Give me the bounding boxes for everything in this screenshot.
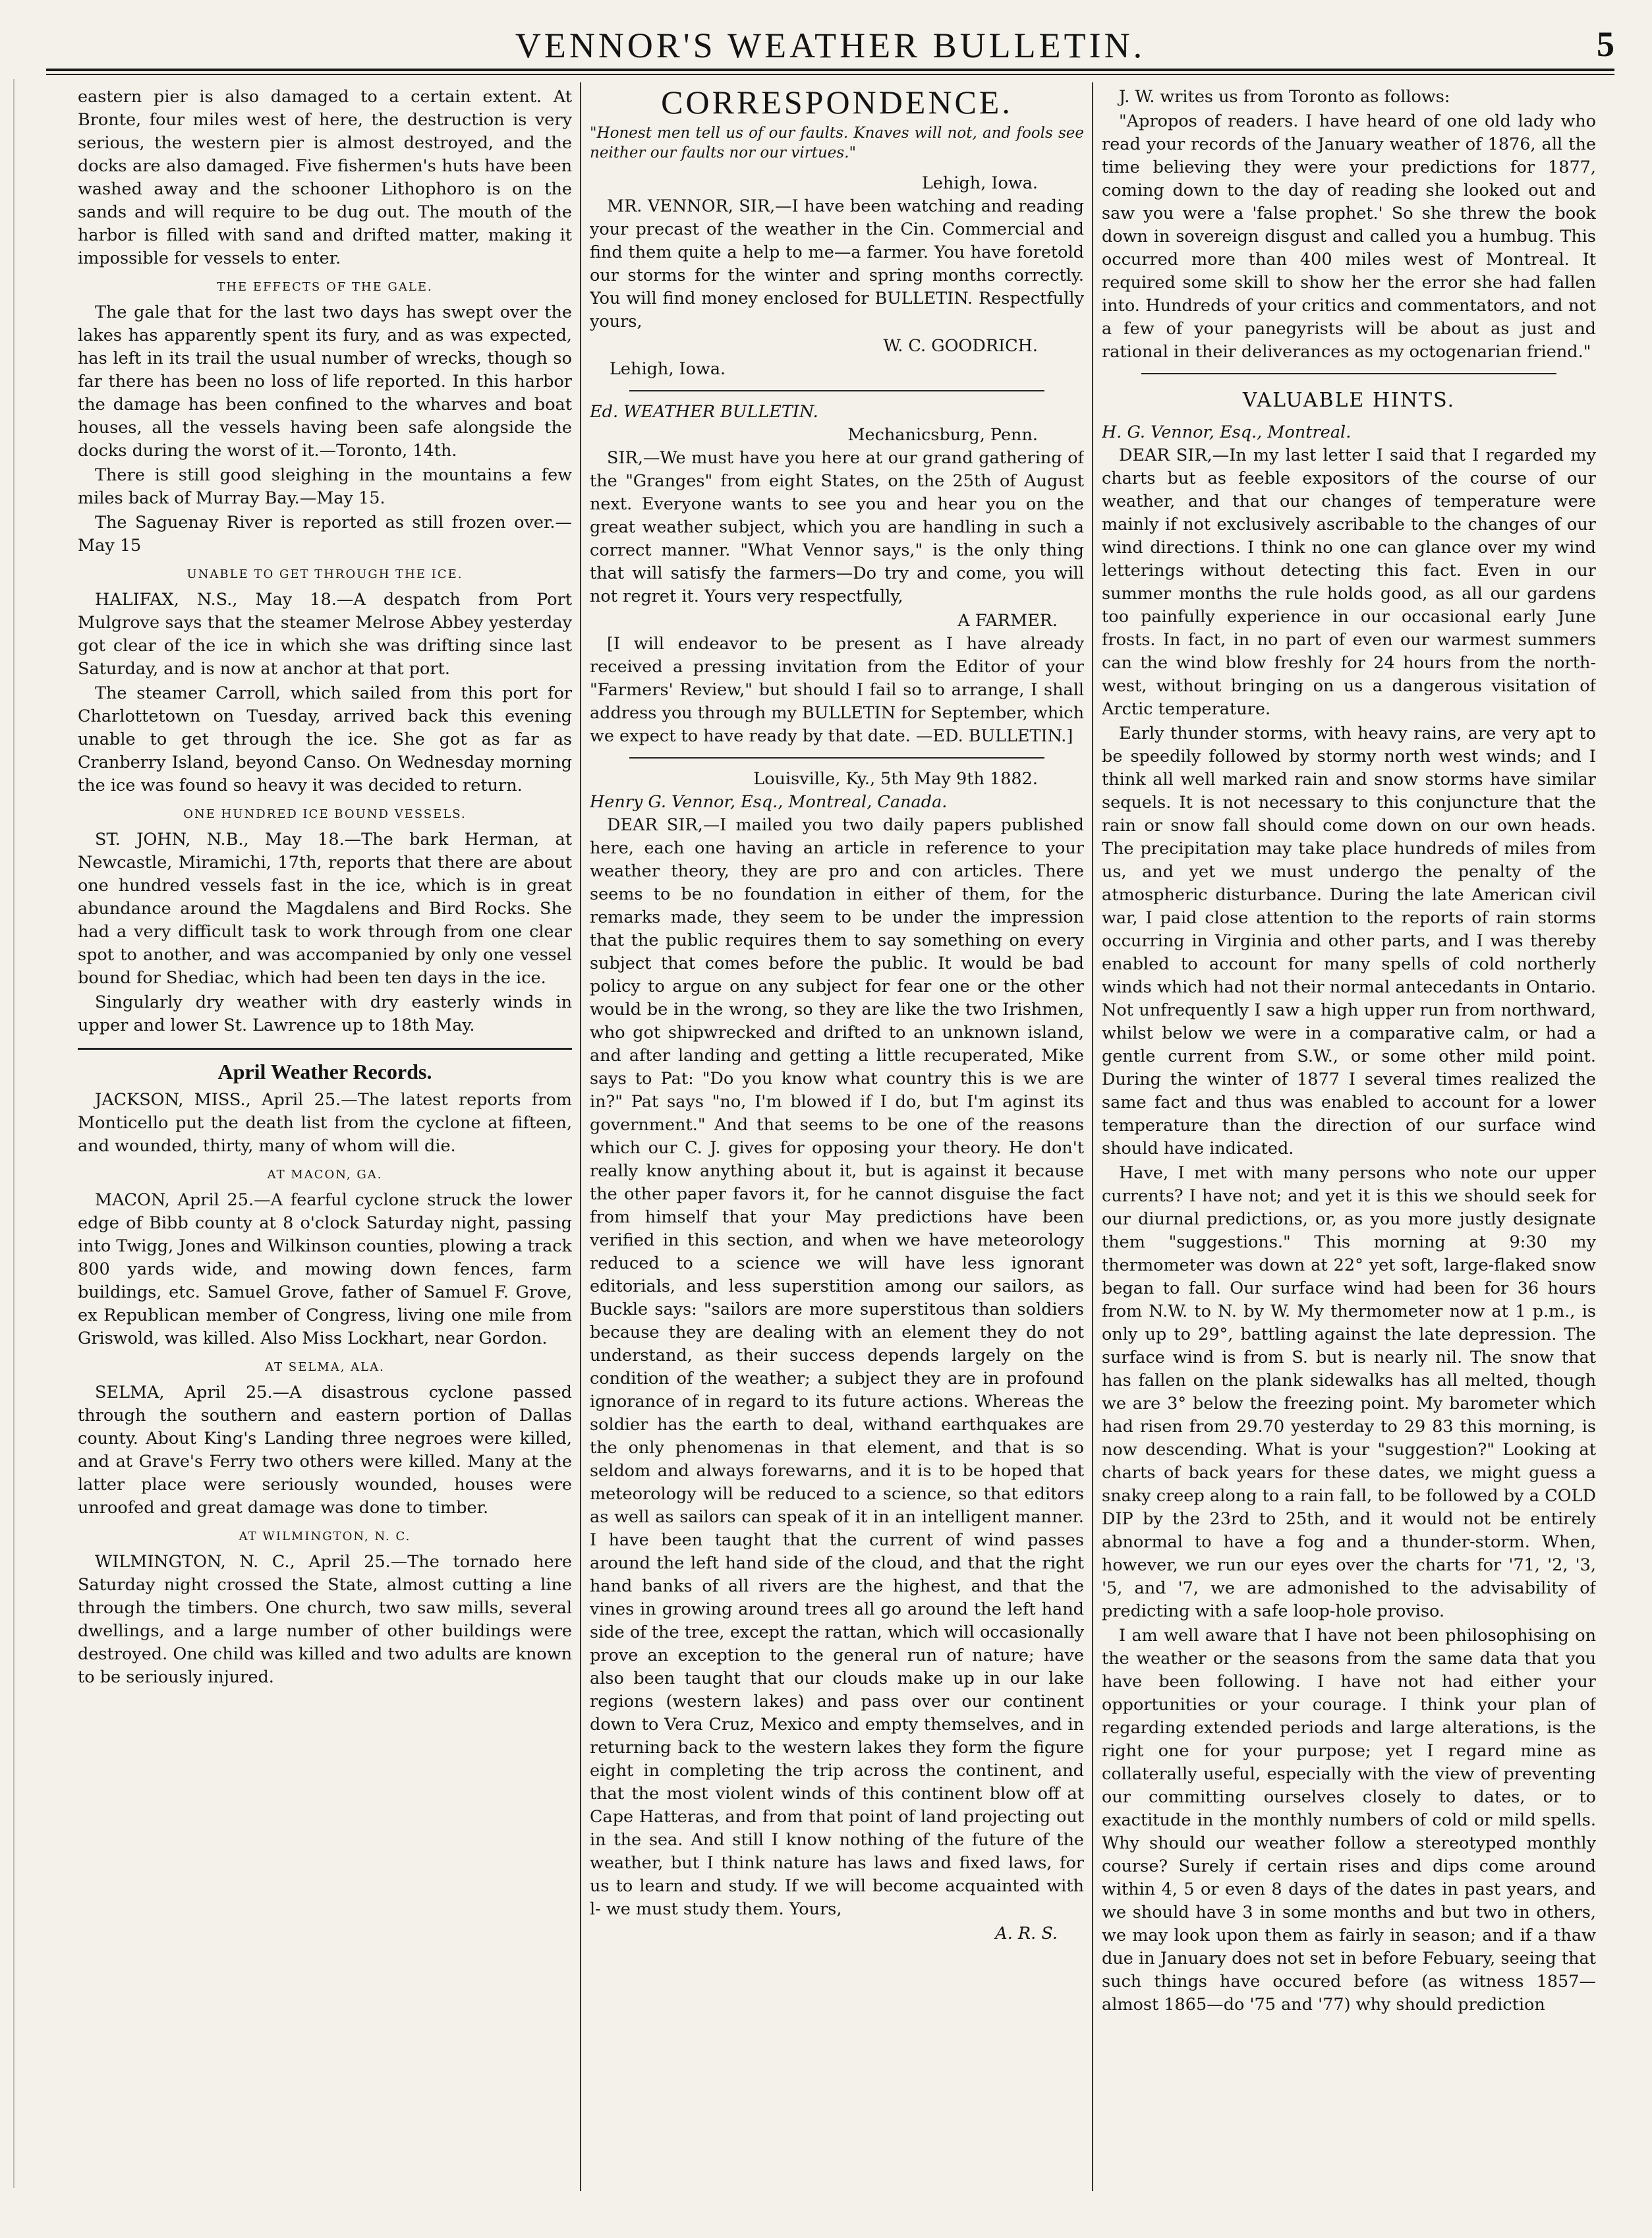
section-heading: April Weather Records. [217,1060,432,1083]
letter-signature: W. C. GOODRICH. [883,336,1038,356]
letter-address: Lehigh, Iowa. [610,359,726,379]
letter-body: DEAR SIR,—I mailed you two daily papers published here, each one having an article in reference to your weather theory, they are pro and con articles. There seems to be no foundation in either of them, for the remarks made, they seem to be under the impression that the public requires them to say something on every subject that comes before the public. It would be bad policy to argue on any subject for fear one or the other would be in the wrong, so they are like the two Irishmen, who got shipwrecked and drifted to an unknown island, and after landing and getting a little recuperated, Mike says to Pat: "Do you know what country this is we are in?" Pat says "no, I'm blowed if I do, but I'm aginst its government." And that seems to be one of the reasons which our C. J. gives for opposing your theory. He don't really know anything about it, but is against it because the other paper favors it, for he cannot disguise the fact from himself that your May predictions have been verified in this section, and when we have meteorology reduced to a science we will have less ignorant editorials, and less superstition among our sailors, as Buckle says: "sailors are more superstitous than soldiers because they are dealing with an element they do not understand, as their success depends largely on the condition of the weather; a subject they are in profound ignorance of in regard to its future actions. Whereas the soldier has the earth to deal, withand earthquakes are the only phenomenas in that element, and that is so seldom and always forewarns, and it is to be hoped that meteorology will be reduced to a science, so that editors as well as sailors can speak of it in an intelligent manner. I have been taught that the current of wind passes around the left hand side of the cloud, and that the right hand banks of all rivers are the highest, and that the vines in growing around trees all go around the left hand side of the tree, except the rattan, which will occasionally prove an exception to the general run of nature; have also been taught that our clouds make up in our lake regions (western lakes) and pass over our continent down to Vera Cruz, Mexico and empty themselves, and in returning back to the western lakes they form the figure eight in completing the trip across the continent, and that the most violent winds of this continent blow off at Cape Hatteras, and from that point of land projecting out in the sea. And still I know nothing of the future of the weather, but I think nature has laws and fixed laws, for us to learn and study. If we will become acquainted with l- we must study them. Yours, [590,815,1084,1919]
subheading: AT MACON, GA. [267,1168,383,1182]
letter-intro: J. W. writes us from Toronto as follows: [1119,87,1450,107]
letter-quote: "Apropos of readers. I have heard of one old lady who read your records of the January weather of 1876, all the time believing they were your predictions for 1877, coming down to the day of reading she looked out and saw you were a 'false prophet.' So she threw the book down in sovereign disgust and called you a humbug. This occurred more than 400 miles west of Montreal. It required some skill to show her the error she had fallen into. Hundreds of your critics and commentators, and not a few of your panegyrists will be about as just and rational in their deliverances as my octogenarian friend." [1102,111,1596,362]
article-paragraph: The Saguenay River is reported as still frozen over.—May 15 [78,513,572,556]
header-rule-thin [46,74,1614,75]
article-paragraph: eastern pier is also damaged to a certain extent. At Bronte, four miles west of here, the destruction is very serious, the western pier is almost destroyed, and the docks are also damaged. Five fishermen's huts have been washed away and the schooner Lithophoro is on the sands and will require to be dug out. The mouth of the harbor is filled with sand and drifted matter, making it impossible for vessels to enter. [78,87,572,268]
subheading: AT SELMA, ALA. [265,1360,385,1374]
letter-body: Early thunder storms, with heavy rains, are very apt to be speedily followed by stormy north west winds; and I think all well marked rain and snow storms have similar sequels. It is not necessary to this conjuncture that the rain or snow fall should come down on our own heads. The precipitation may take place hundreds of miles from us, and yet we must undergo the penalty of the atmospheric disturbance. During the late American civil war, I paid close attention to the reports of rain storms occurring in Virginia and other parts, and I was thereby enabled to account for many spells of cold northerly winds which had not their normal antecedants in Ontario. Not unfrequently I saw a high upper run from northward, whilst below we were in a comparative calm, or had a gentle current from S.W., or some other mild point. During the winter of 1877 I several times realized the same fact and thus was enabled to account for a lower temperature than the direction of our surface wind should have indicated. [1102,724,1596,1159]
column-3 [1102,86,1596,2195]
motto-quote: "Honest men tell us of our faults. Knaves will not, and fools see neither our faults nor our virtues." [590,125,1084,161]
letter-addressee: Ed. WEATHER BULLETIN. [590,402,818,422]
section-divider [78,1048,572,1050]
subheading: THE EFFECTS OF THE GALE. [217,280,433,294]
column-divider-2 [1092,82,1093,2191]
page-number: 5 [1597,24,1614,64]
letter-divider [629,757,1044,759]
letter-addressee: H. G. Vennor, Esq., Montreal. [1102,422,1352,442]
article-paragraph: Singularly dry weather with dry easterly winds in upper and lower St. Lawrence up to 18th May. [78,992,572,1035]
subheading: AT WILMINGTON, N. C. [239,1530,411,1543]
letter-place: Mechanicsburg, Penn. [847,425,1038,445]
letter-body: Have, I met with many persons who note our upper currents? I have not; and yet it is this we should seek for our diurnal predictions, or, as you more justly designate them "suggestions." This morning at 9:30 my thermometer was down at 22° yet soft, large-flaked snow began to fall. Our surface wind had been for 36 hours from N.W. to N. by W. My thermometer now at 1 p.m., is only up to 29°, battling against the late depression. The surface wind is from S. but is nearly nil. The snow that has fallen on the plank sidewalks has all melted, though we are 3° below the freezing point. My barometer which had risen from 29.70 yesterday to 29 83 this morning, is now descending. What is your "suggestion?" Looking at charts of back years for these dates, we might guess a snaky creep along to a rain fall, to be followed by a COLD DIP by the 23rd to 25th, and it would not be entirely abnormal to have a fog and a thunder-storm. When, however, we run our eyes over the charts for '71, '2, '3, '5, and '7, we are admonished to the advisability of predicting with a safe loop-hole proviso. [1102,1163,1596,1621]
article-paragraph: HALIFAX, N.S., May 18.—A despatch from Port Mulgrove says that the steamer Melrose Abbey yesterday got clear of the ice in which she was drifting since last Saturday, and is now at anchor at that port. [78,590,572,679]
article-paragraph: SELMA, April 25.—A disastrous cyclone passed through the southern and eastern portion of Dallas county. About King's Landing three negroes were killed, and at Grave's Ferry two others were killed. Many at the latter place were seriously wounded, houses were unroofed and great damage was done to timber. [78,1383,572,1518]
column-1 [78,86,572,2195]
article-paragraph: WILMINGTON, N. C., April 25.—The tornado here Saturday night crossed the State, almost cutting a line through the timbers. One church, two saw mills, several dwellings, and a large number of other buildings were destroyed. One child was killed and two adults are known to be seriously injured. [78,1552,572,1687]
letter-divider [629,390,1044,391]
section-divider [1141,373,1556,374]
letter-signature: A FARMER. [957,611,1058,631]
subheading: UNABLE TO GET THROUGH THE ICE. [186,567,463,581]
article-paragraph: There is still good sleighing in the mountains a few miles back of Murray Bay.—May 15. [78,465,572,508]
header-rule-thick [46,69,1614,71]
article-paragraph: JACKSON, MISS., April 25.—The latest reports from Monticello put the death list from the cyclone at fifteen, and wounded, thirty, many of whom will die. [78,1090,572,1156]
letter-addressee: Henry G. Vennor, Esq., Montreal, Canada. [590,792,948,812]
letter-body: MR. VENNOR, SIR,—I have been watching and reading your precast of the weather in the Cin. Commercial and find them quite a help to me—a farmer. You have foretold our storms for the winter and spring months correctly. You will find money enclosed for BULLETIN. Respectfully yours, [590,196,1084,331]
article-paragraph: MACON, April 25.—A fearful cyclone struck the lower edge of Bibb county at 8 o'clock Saturday night, passing into Twigg, Jones and Wilkinson counties, plowing a track 800 yards wide, and mowing down fences, farm buildings, etc. Samuel Grove, father of Samuel F. Grove, ex Republican member of Congress, living one mile from Griswold, was killed. Also Miss Lockhart, near Gordon. [78,1190,572,1348]
bulletin-title: VENNOR'S WEATHER BULLETIN. [515,26,1146,65]
letter-body: SIR,—We must have you here at our grand gathering of the "Granges" from eight States, on the 25th of August next. Everyone wants to see you and hear you on the great weather subject, which you are handling in such a correct manner. "What Vennor says," is the only thing that will satisfy the farmers—Do try and come, you will not regret it. Yours very respectfully, [590,448,1084,606]
article-paragraph: The steamer Carroll, which sailed from this port for Charlottetown on Tuesday, arrived back this evening unable to get through the ice. She got as far as Cranberry Island, beyond Canso. On Wednesday morning the ice was found so heavy it was decided to return. [78,683,572,795]
column-divider-1 [580,82,581,2191]
editor-reply: [I will endeavor to be present as I have already received a pressing invitation from the Editor of your "Farmers' Review," but should I fail so to arrange, I shall address you through my BULLETIN for September, which we expect to have ready by that date. —ED. BULLETIN.] [590,634,1084,746]
letter-place: Lehigh, Iowa. [921,173,1038,193]
subheading: ONE HUNDRED ICE BOUND VESSELS. [183,807,467,821]
letter-body: I am well aware that I have not been philosophising on the weather or the seasons from the same data that you have been following. I have not had either your opportunities or your courage. I think your plan of regarding extended periods and large alterations, is the right one for your purpose; yet I regard mine as collaterally useful, especially with the view of preventing our committing ourselves closely to dates, or to exactitude in the monthly numbers of cold or mild spells. Why should our weather follow a stereotyped monthly course? Surely if certain rises and dips come around within 4, 5 or even 8 days of the dates in past years, and we should have 3 in some months and but two in others, we may look upon them as fairly in season; and if a thaw due in January does not set in before Febuary, seeing that such things have occured before (as witness 1857—almost 1865—do '75 and '77) why should prediction [1102,1626,1596,2015]
article-paragraph: ST. JOHN, N.B., May 18.—The bark Herman, at Newcastle, Miramichi, 17th, reports that there are about one hundred vessels fast in the ice, which is in great abundance around the Magdalens and Bird Rocks. She had a very difficult task to work through from one clear spot to another, and was accompanied by only one vessel bound for Shediac, which had been ten days in the ice. [78,830,572,988]
valuable-hints-heading: VALUABLE HINTS. [1242,389,1456,412]
correspondence-heading: CORRESPONDENCE. [661,86,1013,121]
letter-signature: A. R. S. [995,1924,1058,1943]
column-2 [590,86,1084,2195]
letter-body: DEAR SIR,—In my last letter I said that I regarded my charts but as feeble expositors of the course of our weather, and that our changes of temperature were mainly if not exclusively ascribable to the changes of our wind directions. I think no one can glance over my wind letterings without detecting this fact. Even in our summer months the rule holds good, as all our gardens too painfully experience in our occasional early June frosts. In fact, in no part of even our warmest summers can the wind blow freshly for 24 hours from the north-west, without bringing on us a dangerous visitation of Arctic temperature. [1102,445,1596,719]
letter-place: Louisville, Ky., 5th May 9th 1882. [753,769,1038,789]
article-paragraph: The gale that for the last two days has swept over the lakes has apparently spent its fury, and as was expected, has left in its trail the usual number of wrecks, though so far there has been no loss of life reported. In this harbor the damage has been confined to the wharves and boat houses, all the vessels having been safe alongside the docks during the worst of it.—Toronto, 14th. [78,302,572,461]
page-edge-line [13,79,14,2188]
